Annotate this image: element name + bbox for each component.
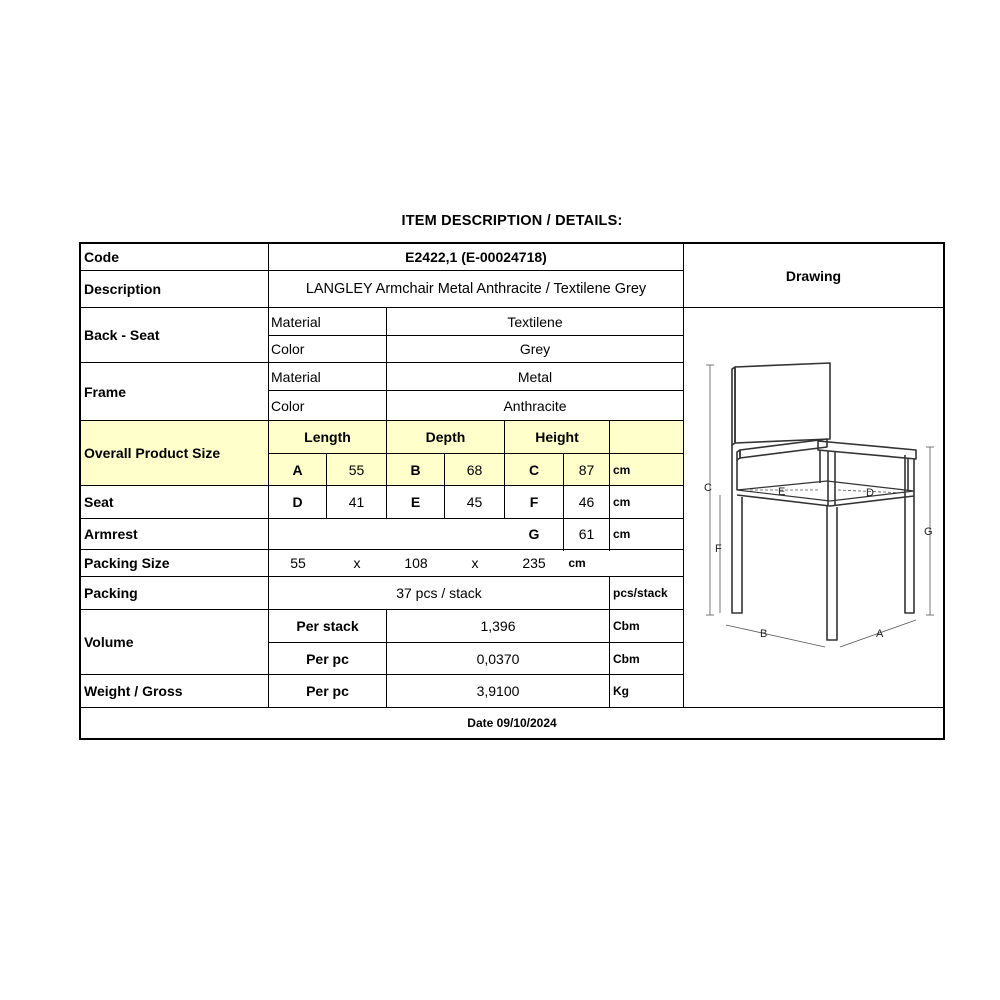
packing-size-height: 235 xyxy=(522,555,546,571)
volume-per-pc-label: Per pc xyxy=(306,650,349,667)
height-header: Height xyxy=(535,429,579,445)
volume-per-stack-label: Per stack xyxy=(296,618,359,634)
frame-label: Frame xyxy=(84,383,127,400)
volume-per-pc-value: 0,0370 xyxy=(476,650,520,667)
dim-c-value: 87 xyxy=(578,461,595,478)
date-footer: Date 09/10/2024 xyxy=(467,716,557,730)
dim-c-label: C xyxy=(528,461,540,478)
volume-per-stack-unit: Cbm xyxy=(613,619,640,633)
overall-unit: cm xyxy=(613,462,631,477)
volume-per-stack-value: 1,396 xyxy=(480,618,516,634)
dim-a-label: A xyxy=(292,461,303,478)
weight-per-pc-label: Per pc xyxy=(306,683,349,699)
dim-f-label: F xyxy=(529,494,539,510)
armrest-label: Armrest xyxy=(84,526,138,542)
drawing-label-f: F xyxy=(715,543,722,555)
drawing-label-b: B xyxy=(760,628,768,640)
back-seat-color: Grey xyxy=(519,341,551,357)
frame-material: Metal xyxy=(517,368,553,385)
seat-unit: cm xyxy=(613,495,631,509)
weight-unit: Kg xyxy=(613,684,629,698)
weight-label: Weight / Gross xyxy=(84,683,183,699)
page-heading: ITEM DESCRIPTION / DETAILS: xyxy=(401,213,623,229)
frame-color-label: Color xyxy=(271,397,305,414)
packing-label: Packing xyxy=(84,585,138,601)
dim-a-value: 55 xyxy=(348,461,365,478)
back-seat-material: Textilene xyxy=(507,313,563,330)
frame-color: Anthracite xyxy=(503,397,567,414)
dim-e-value: 45 xyxy=(466,494,483,510)
volume-label: Volume xyxy=(84,634,134,650)
dim-e-label: E xyxy=(410,494,421,510)
dim-b-label: B xyxy=(410,461,421,478)
back-seat-color-label: Color xyxy=(271,341,305,357)
drawing-label-g: G xyxy=(924,526,933,538)
volume-per-pc-unit: Cbm xyxy=(613,651,640,666)
length-header: Length xyxy=(304,429,351,445)
dim-d-value: 41 xyxy=(348,494,365,510)
packing-value: 37 pcs / stack xyxy=(396,585,482,601)
packing-size-depth: 108 xyxy=(404,555,428,571)
back-seat-label: Back - Seat xyxy=(84,327,160,343)
seat-label: Seat xyxy=(84,494,114,510)
drawing-label-c: C xyxy=(704,482,712,494)
code-label: Code xyxy=(84,249,119,265)
chair-drawing xyxy=(690,355,940,655)
dim-g-label: G xyxy=(528,526,540,542)
dim-f-value: 46 xyxy=(578,494,595,510)
packing-size-label: Packing Size xyxy=(84,555,170,571)
armrest-unit: cm xyxy=(613,527,631,541)
packing-size-x1: x xyxy=(353,555,361,571)
packing-size-x2: x xyxy=(471,555,479,571)
dim-b-value: 68 xyxy=(466,461,483,478)
drawing-label-e: E xyxy=(778,486,786,498)
weight-value: 3,9100 xyxy=(476,683,520,699)
depth-header: Depth xyxy=(425,429,466,445)
back-seat-material-label: Material xyxy=(271,313,321,330)
drawing-label-d: D xyxy=(866,487,874,499)
packing-size-unit: cm xyxy=(568,556,586,570)
dim-d-label: D xyxy=(292,494,303,510)
description-value: LANGLEY Armchair Metal Anthracite / Textilene Grey xyxy=(305,281,647,297)
code-value: E2422,1 (E-00024718) xyxy=(405,249,547,265)
frame-material-label: Material xyxy=(271,368,321,385)
drawing-header: Drawing xyxy=(785,267,842,284)
packing-size-width: 55 xyxy=(290,555,306,571)
packing-unit: pcs/stack xyxy=(613,586,668,600)
dim-g-value: 61 xyxy=(578,526,595,542)
drawing-label-a: A xyxy=(876,628,884,640)
description-label: Description xyxy=(84,281,162,297)
overall-size-label: Overall Product Size xyxy=(84,445,221,461)
